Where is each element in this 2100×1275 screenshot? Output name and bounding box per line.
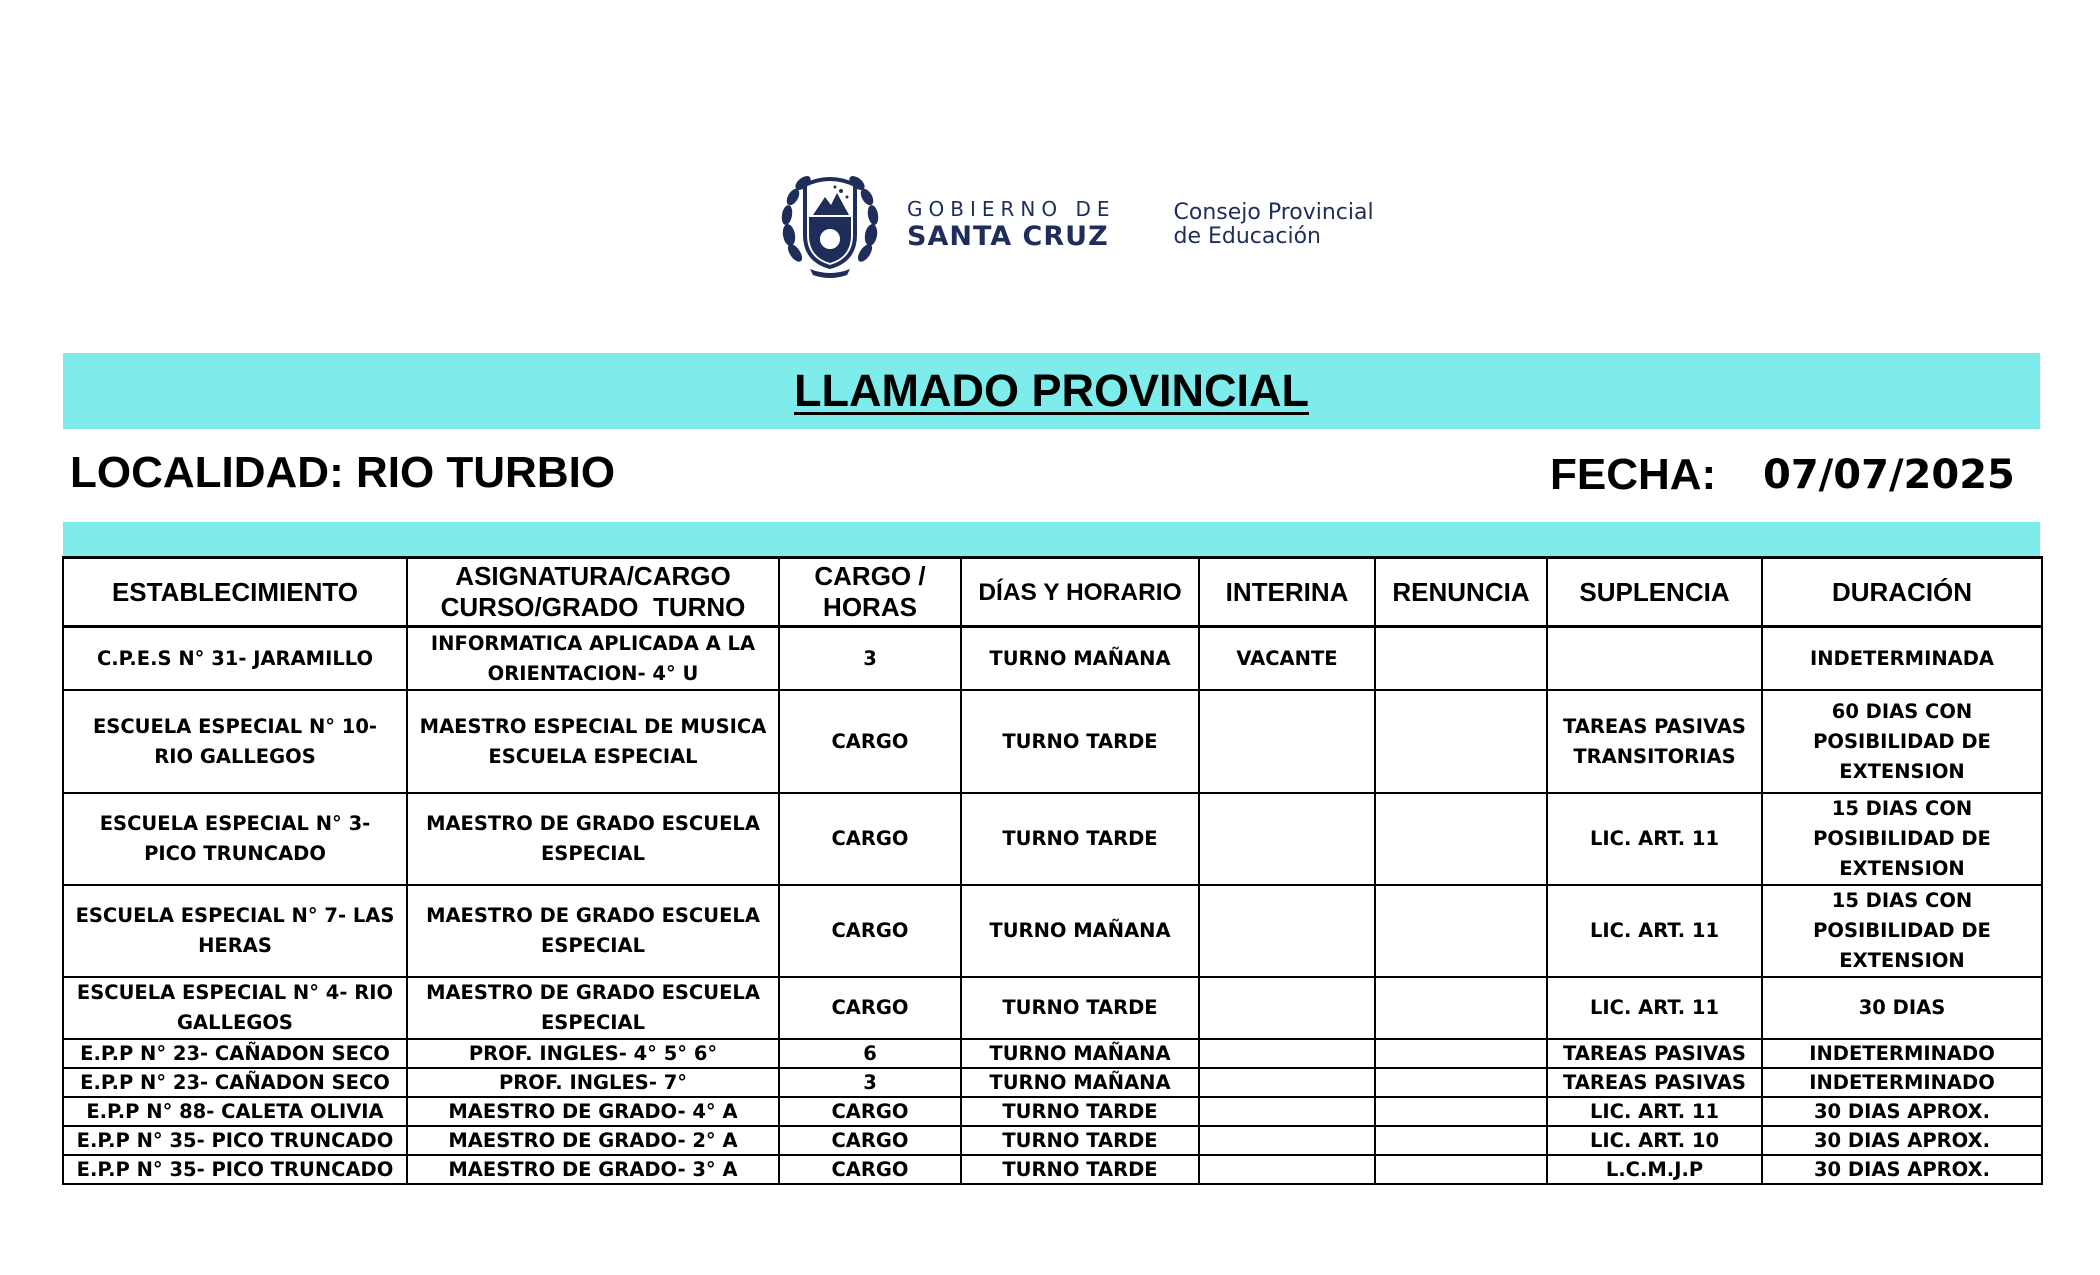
cell-duracion: 30 DIAS APROX. <box>1762 1097 2042 1126</box>
table-row <box>63 1126 2042 1155</box>
table-row <box>63 690 2042 793</box>
cell-duracion: 60 DIAS CON POSIBILIDAD DE EXTENSION <box>1762 690 2042 793</box>
gobierno-line1: GOBIERNO DE <box>907 197 1116 221</box>
cell-duracion: 30 DIAS APROX. <box>1762 1155 2042 1184</box>
cell-renuncia <box>1375 627 1547 691</box>
cell-renuncia <box>1375 690 1547 793</box>
cell-dias: TURNO TARDE <box>961 1155 1199 1184</box>
cell-suplencia: LIC. ART. 11 <box>1547 885 1762 977</box>
col-header-cargo-line1: CARGO / <box>814 561 926 591</box>
cell-suplencia: TAREAS PASIVAS <box>1547 1068 1762 1097</box>
cell-renuncia <box>1375 1126 1547 1155</box>
cell-dias: TURNO MAÑANA <box>961 885 1199 977</box>
col-header-duracion: DURACIÓN <box>1762 558 2042 627</box>
cell-duracion: INDETERMINADO <box>1762 1039 2042 1068</box>
page-title: LLAMADO PROVINCIAL <box>794 365 1309 416</box>
cell-establecimiento: ESCUELA ESPECIAL N° 3- PICO TRUNCADO <box>63 793 407 885</box>
cell-dias: TURNO MAÑANA <box>961 1068 1199 1097</box>
consejo-line2: de Educación <box>1173 224 1321 249</box>
cell-duracion: INDETERMINADA <box>1762 627 2042 691</box>
cell-cargo: 3 <box>779 627 961 691</box>
consejo-line1: Consejo Provincial <box>1173 200 1374 225</box>
cell-suplencia: LIC. ART. 10 <box>1547 1126 1762 1155</box>
cell-dias: TURNO TARDE <box>961 1126 1199 1155</box>
table-row <box>63 977 2042 1039</box>
cell-dias: TURNO TARDE <box>961 793 1199 885</box>
cell-establecimiento: E.P.P N° 35- PICO TRUNCADO <box>63 1126 407 1155</box>
col-header-suplencia: SUPLENCIA <box>1547 558 1762 627</box>
gobierno-line2: SANTA CRUZ <box>907 221 1109 252</box>
cell-interina <box>1199 793 1375 885</box>
cell-duracion: 15 DIAS CON POSIBILIDAD DE EXTENSION <box>1762 885 2042 977</box>
cell-duracion: 30 DIAS <box>1762 977 2042 1039</box>
cell-interina <box>1199 1126 1375 1155</box>
consejo-wordmark <box>1174 201 1374 249</box>
cell-duracion: INDETERMINADO <box>1762 1068 2042 1097</box>
col-header-asignatura-line1: ASIGNATURA/CARGO <box>455 561 731 591</box>
cell-suplencia: L.C.M.J.P <box>1547 1155 1762 1184</box>
cell-suplencia: TAREAS PASIVAS <box>1547 1039 1762 1068</box>
cell-suplencia: LIC. ART. 11 <box>1547 793 1762 885</box>
title-band <box>63 353 2040 429</box>
cell-cargo: CARGO <box>779 793 961 885</box>
table-row <box>63 627 2042 691</box>
cell-interina <box>1199 977 1375 1039</box>
cell-interina: VACANTE <box>1199 627 1375 691</box>
cell-establecimiento: ESCUELA ESPECIAL N° 7- LAS HERAS <box>63 885 407 977</box>
fecha-label: FECHA: <box>1550 450 1717 499</box>
cell-renuncia <box>1375 1068 1547 1097</box>
col-header-asignatura-line2: CURSO/GRADO TURNO <box>440 592 746 622</box>
cell-dias: TURNO TARDE <box>961 1097 1199 1126</box>
cell-cargo: CARGO <box>779 690 961 793</box>
table-row <box>63 1039 2042 1068</box>
cell-cargo: CARGO <box>779 1097 961 1126</box>
cell-suplencia <box>1547 627 1762 691</box>
cell-renuncia <box>1375 1155 1547 1184</box>
cell-asignatura: MAESTRO DE GRADO- 4° A <box>407 1097 779 1126</box>
col-header-asignatura <box>407 558 779 627</box>
cell-duracion: 15 DIAS CON POSIBILIDAD DE EXTENSION <box>1762 793 2042 885</box>
table-row <box>63 1155 2042 1184</box>
col-header-interina: INTERINA <box>1199 558 1375 627</box>
cell-duracion: 30 DIAS APROX. <box>1762 1126 2042 1155</box>
cell-interina <box>1199 690 1375 793</box>
cell-cargo: 6 <box>779 1039 961 1068</box>
cell-renuncia <box>1375 885 1547 977</box>
table-row <box>63 1068 2042 1097</box>
fecha-value: 07/07/2025 <box>1763 452 2015 498</box>
col-header-dias: DÍAS Y HORARIO <box>961 558 1199 627</box>
col-header-cargo-line2: HORAS <box>823 592 917 622</box>
cell-cargo: 3 <box>779 1068 961 1097</box>
cell-cargo: CARGO <box>779 977 961 1039</box>
cell-suplencia: LIC. ART. 11 <box>1547 1097 1762 1126</box>
government-logo <box>775 165 1374 285</box>
table-header-row <box>63 558 2042 627</box>
cell-dias: TURNO TARDE <box>961 977 1199 1039</box>
cell-establecimiento: ESCUELA ESPECIAL N° 4- RIO GALLEGOS <box>63 977 407 1039</box>
table-row <box>63 1097 2042 1126</box>
cell-interina <box>1199 1097 1375 1126</box>
col-header-establecimiento: ESTABLECIMIENTO <box>63 558 407 627</box>
col-header-renuncia: RENUNCIA <box>1375 558 1547 627</box>
table-row <box>63 885 2042 977</box>
cell-cargo: CARGO <box>779 885 961 977</box>
cell-interina <box>1199 1068 1375 1097</box>
cell-renuncia <box>1375 793 1547 885</box>
cell-establecimiento: E.P.P N° 23- CAÑADON SECO <box>63 1068 407 1097</box>
cell-asignatura: MAESTRO DE GRADO ESCUELA ESPECIAL <box>407 793 779 885</box>
cell-asignatura: MAESTRO DE GRADO- 2° A <box>407 1126 779 1155</box>
cell-asignatura: PROF. INGLES- 4° 5° 6° <box>407 1039 779 1068</box>
cell-interina <box>1199 885 1375 977</box>
cell-renuncia <box>1375 977 1547 1039</box>
cell-asignatura: MAESTRO DE GRADO- 3° A <box>407 1155 779 1184</box>
cell-establecimiento: E.P.P N° 35- PICO TRUNCADO <box>63 1155 407 1184</box>
cell-interina <box>1199 1155 1375 1184</box>
santa-cruz-seal-icon <box>775 165 885 285</box>
cell-establecimiento: ESCUELA ESPECIAL N° 10- RIO GALLEGOS <box>63 690 407 793</box>
cell-establecimiento: C.P.E.S N° 31- JARAMILLO <box>63 627 407 691</box>
cell-asignatura: INFORMATICA APLICADA A LA ORIENTACION- 4° U <box>407 627 779 691</box>
cell-dias: TURNO MAÑANA <box>961 1039 1199 1068</box>
cell-establecimiento: E.P.P N° 88- CALETA OLIVIA <box>63 1097 407 1126</box>
cell-cargo: CARGO <box>779 1155 961 1184</box>
cell-asignatura: MAESTRO DE GRADO ESCUELA ESPECIAL <box>407 977 779 1039</box>
cell-dias: TURNO MAÑANA <box>961 627 1199 691</box>
table-row <box>63 793 2042 885</box>
cell-suplencia: LIC. ART. 11 <box>1547 977 1762 1039</box>
cell-asignatura: PROF. INGLES- 7° <box>407 1068 779 1097</box>
cell-suplencia: TAREAS PASIVAS TRANSITORIAS <box>1547 690 1762 793</box>
localidad-label: LOCALIDAD: RIO TURBIO <box>70 448 616 497</box>
divider-band <box>63 522 2040 556</box>
cell-renuncia <box>1375 1097 1547 1126</box>
cell-renuncia <box>1375 1039 1547 1068</box>
cell-cargo: CARGO <box>779 1126 961 1155</box>
cell-dias: TURNO TARDE <box>961 690 1199 793</box>
cell-asignatura: MAESTRO ESPECIAL DE MUSICA ESCUELA ESPECIAL <box>407 690 779 793</box>
cell-establecimiento: E.P.P N° 23- CAÑADON SECO <box>63 1039 407 1068</box>
gobierno-wordmark <box>907 197 1116 253</box>
cell-interina <box>1199 1039 1375 1068</box>
cell-asignatura: MAESTRO DE GRADO ESCUELA ESPECIAL <box>407 885 779 977</box>
llamados-table <box>62 556 2043 1185</box>
col-header-cargo <box>779 558 961 627</box>
